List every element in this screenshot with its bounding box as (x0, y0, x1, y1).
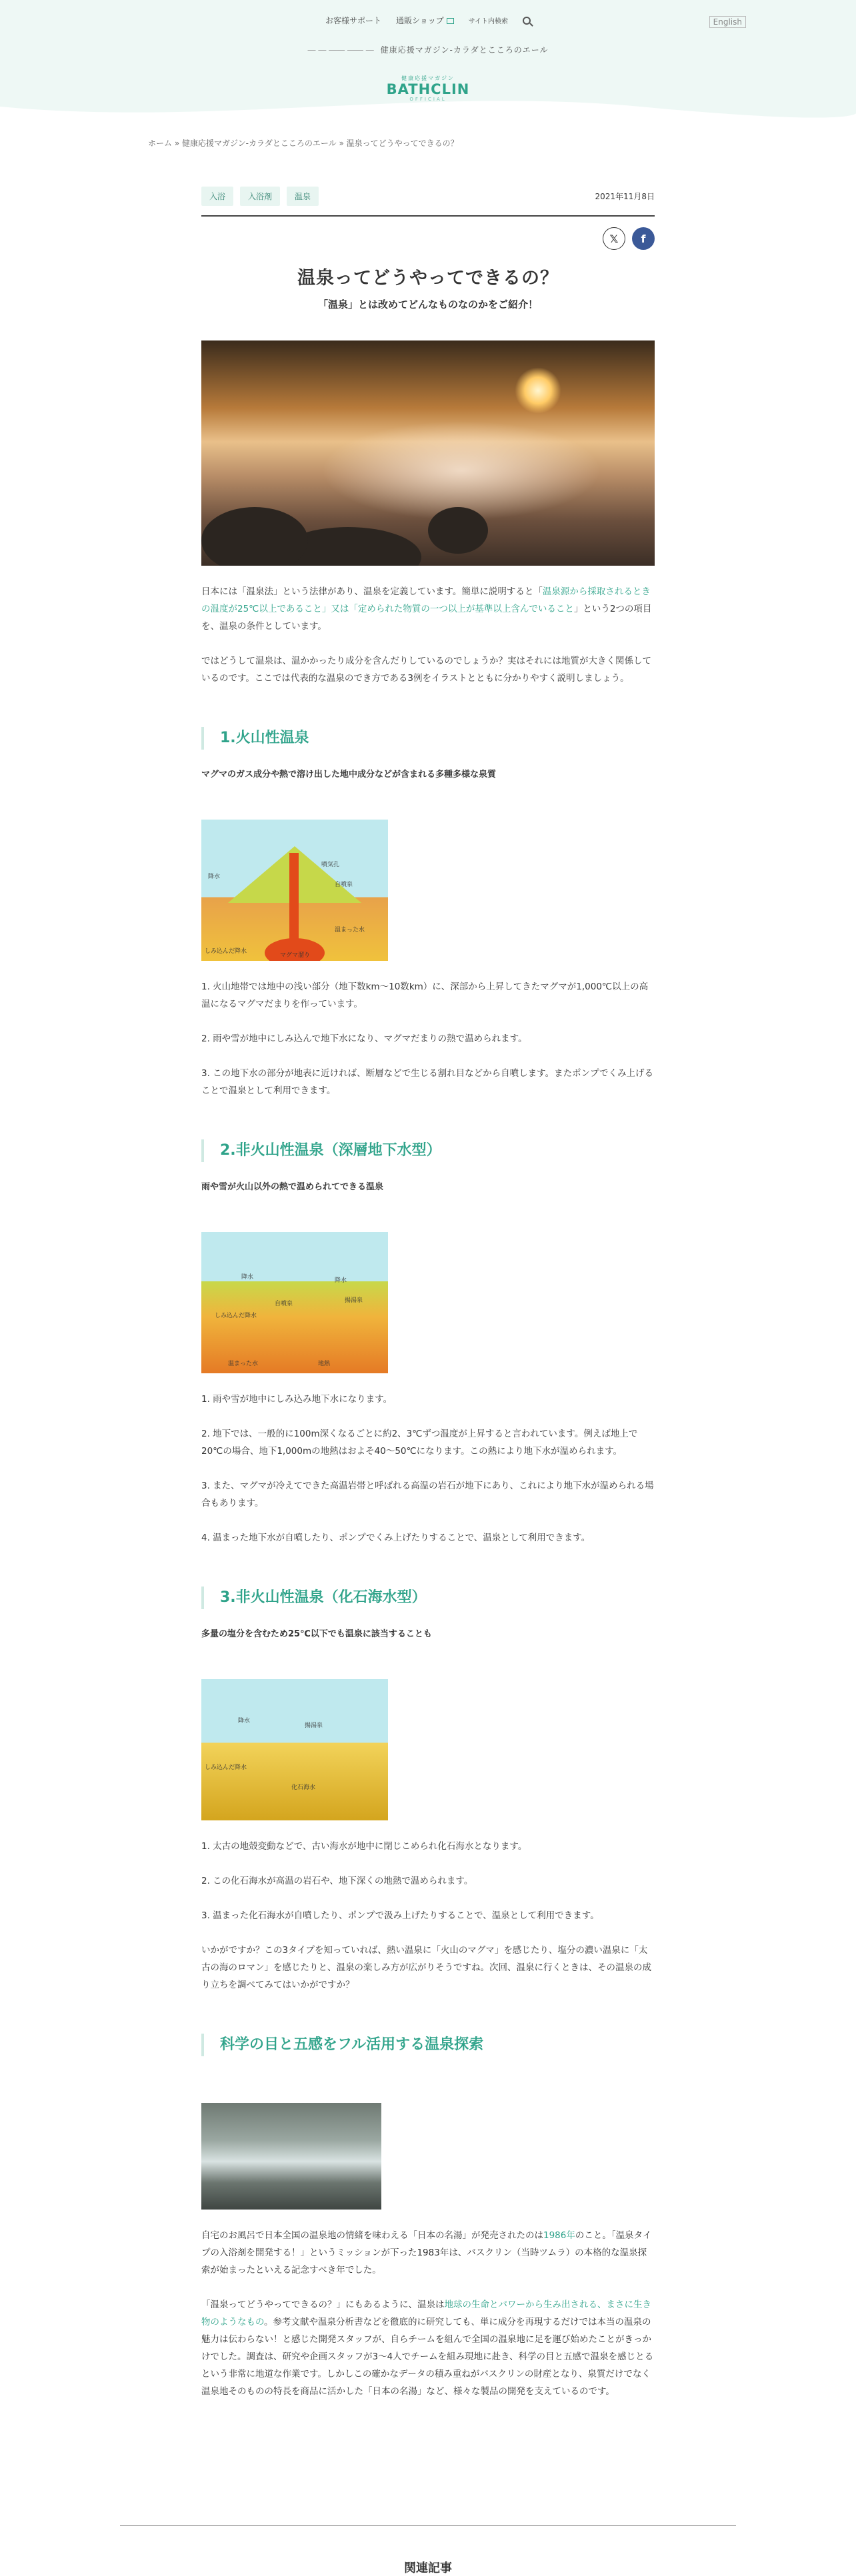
site-logo[interactable] (0, 75, 856, 102)
site-tagline (0, 44, 856, 55)
s3-paragraph-3: 3. 温まった化石海水が自噴したり、ポンプで汲み上げたりすることで、温泉として利用できます。 (201, 1910, 599, 1921)
s1-paragraph-3: 3. この地下水の部分が地表に近ければ、断層などで生じる割れ目などから自噴します。またポンプでくみ上げることで温泉として利用できます。 (201, 1068, 653, 1096)
s4-p1-text-a: 自宅のお風呂で日本全国の温泉地の情緒を味わえる「日本の名湯」が発売されたのは (201, 2230, 543, 2241)
d1-rain: 降水 (208, 874, 221, 880)
hot-spring-photo (201, 2103, 381, 2210)
d2-rain-1: 降水 (241, 1274, 254, 1281)
x-share-icon[interactable]: 𝕏 (603, 227, 625, 250)
divider (201, 215, 655, 217)
s1-paragraph-1: 1. 火山地帯では地中の浅い部分（地下数km〜10数km）に、深部から上昇してきたマグマが1,000℃以上の高温になるマグマだまりを作っています。 (201, 981, 649, 1009)
d3-seep: しみ込んだ降水 (205, 1764, 247, 1771)
site-header (0, 0, 856, 127)
s4-paragraph-2 (201, 2296, 655, 2400)
tag-nyuyoku[interactable]: 入浴 (201, 187, 233, 206)
hero-photo (201, 340, 655, 566)
facebook-share-icon[interactable]: f (632, 227, 655, 250)
s2-paragraph-1: 1. 雨や雪が地中にしみ込み地下水になります。 (201, 1394, 393, 1405)
steam-shape (321, 420, 601, 520)
s4-p2-highlight: 地球の生命とパワーから生み出される、まさに生き物のようなもの (201, 2299, 651, 2327)
rock-shape (201, 507, 308, 566)
d2-hot: 地熱 (318, 1361, 331, 1367)
tag-onsen[interactable]: 温泉 (287, 187, 319, 206)
section-subheading-3: 多量の塩分を含むため25℃以下でも温泉に該当することも (201, 1629, 432, 1639)
english-link[interactable]: English (709, 16, 746, 28)
related-articles-heading: 関連記事 (404, 2561, 452, 2575)
search-icon[interactable] (523, 17, 531, 25)
s2-paragraph-2: 2. 地下では、一般的に100m深くなるごとに約2、3℃ずつ温度が上昇すると言われています。例えば地上で20℃の場合、地下1,000mの地熱はおよそ40〜50℃になります。この熱により地下水が温められます。 (201, 1429, 638, 1457)
tagline-text: 健康応援マガジン-カラダとこころのエール (380, 45, 549, 55)
section-subheading-1: マグマのガス成分や熱で溶け出した地中成分などが含まれる多種多様な泉質 (201, 770, 497, 780)
tag-list (201, 187, 655, 206)
d3-pump: 揚湯泉 (305, 1722, 323, 1729)
external-link-icon (447, 18, 454, 24)
breadcrumb[interactable]: ホーム » 健康応援マガジン-カラダとこころのエール » 温泉ってどうやってできるの？ (148, 139, 459, 148)
s3-paragraph-4: いかがですか？この3タイプを知っていれば、熱い温泉に「火山のマグマ」を感じたり、塩分の濃い温泉に「太古の海のロマン」を感じたりと、温泉の楽しみ方が広がりそうですね。次回、温泉に行くときは、その温泉の成り立ちを調べてみてはいかがですか？ (201, 1945, 651, 1990)
s4-p2-text-a: 「温泉ってどうやってできるの？」にもあるように、温泉は (201, 2299, 445, 2310)
s1-paragraph-2: 2. 雨や雪が地中にしみ込んで地下水になり、マグマだまりの熱で温められます。 (201, 1033, 527, 1044)
s4-paragraph-1 (201, 2227, 655, 2279)
section-heading-3: 3.非火山性温泉（化石海水型） (201, 1587, 655, 1609)
s4-p1-text-b: のこと。「温泉タイプの入浴剤を開発する！」というミッションが下った1983年は、バスクリン（当時ツムラ）の本格的な温泉探索が始まったといえる記念すべき年でした。 (201, 2230, 652, 2275)
d2-warm: 温まった水 (228, 1361, 259, 1367)
s4-p1-highlight: 1986年 (543, 2230, 575, 2241)
section-heading-1: 1.火山性温泉 (201, 727, 655, 750)
d1-magma: マグマ溜り (280, 952, 311, 959)
d2-hotspring: 自噴泉 (275, 1301, 293, 1307)
s4-p2-text-b: 。参考文献や温泉分析書などを徹底的に研究しても、単に成分を再現するだけでは本当の温泉の魅力は伝わらない！と感じた開発スタッフが、自らチームを組んで全国の温泉地に足を運び始めたことがきっかけでした。調査は、研究や企画スタッフが3〜4人でチームを組み現地に赴き、科学の目と五感で温泉を感じとるという非常に地道な作業です。しかしこの確かなデータの積み重ねがバスクリンの財産となり、泉質だけでなく温泉地そのものの特長を商品に活かした「日本の名湯」など、様々な製品の開発を支えているのです。 (201, 2317, 654, 2397)
d1-hotspring: 自噴泉 (335, 882, 353, 888)
tagline-dots: ― ― ―― ―― ― (307, 45, 374, 55)
s2-paragraph-4: 4. 温まった地下水が自噴したり、ポンプでくみ上げたりすることで、温泉として利用できます。 (201, 1533, 591, 1543)
d2-rain-2: 降水 (335, 1277, 347, 1284)
nav-sitesearch-link[interactable]: サイト内検索 (468, 18, 509, 25)
intro-text-a: 日本には「温泉法」という法律があり、温泉を定義しています。簡単に説明すると「 (201, 586, 543, 597)
nav-shop-link[interactable] (396, 15, 454, 26)
d2-pump: 揚湯泉 (345, 1297, 363, 1304)
volcano-shape (201, 820, 388, 961)
fossil-seawater-diagram (201, 1679, 388, 1820)
article-lead: 「温泉」とは改めてどんなものなのかをご紹介！ (317, 299, 538, 311)
sun-shape (515, 367, 561, 414)
d1-fumarole: 噴気孔 (321, 862, 340, 868)
page-title: 温泉ってどうやってできるの？ (297, 268, 559, 289)
d1-warm: 温まった水 (335, 927, 365, 934)
tag-nyuyokuzai[interactable]: 入浴剤 (240, 187, 280, 206)
s3-paragraph-2: 2. この化石海水が高温の岩石や、地下深くの地熱で温められます。 (201, 1876, 473, 1886)
s3-paragraph-1: 1. 太古の地殻変動などで、古い海水が地中に閉じこめられ化石海水となります。 (201, 1841, 527, 1852)
section-subheading-2: 雨や雪が火山以外の熱で温められてできる温泉 (201, 1182, 384, 1192)
article (201, 187, 655, 2400)
logo-sub-text: OFFICIAL (409, 97, 447, 102)
logo-big-text: BATHCLIN (386, 81, 470, 97)
intro-paragraph-1 (201, 583, 655, 635)
intro-paragraph-2: ではどうして温泉は、温かかったり成分を含んだりしているのでしょうか？実はそれには地質が大きく関係しているのです。ここでは代表的な温泉のでき方である3例をイラストとともに分かりやすく説明しましょう。 (201, 656, 651, 684)
s2-paragraph-3: 3. また、マグマが冷えてできた高温岩帯と呼ばれる高温の岩石が地下にあり、これにより地下水が温められる場合もあります。 (201, 1481, 654, 1509)
footer-divider (120, 2525, 736, 2526)
d2-seep: しみ込んだ降水 (215, 1313, 257, 1319)
logo-small-text: 健康応援マガジン (401, 75, 455, 81)
deep-groundwater-diagram (201, 1232, 388, 1373)
intro-highlight: 温泉源から採取されるときの温度が25℃以上であること」又は「定められた物質の一つ以上が基準以上含んでいること (201, 586, 651, 614)
article-date: 2021年11月8日 (595, 192, 655, 201)
nav-support-link[interactable]: お客様サポート (325, 16, 381, 25)
d3-fossil: 化石海水 (291, 1784, 316, 1791)
section-heading-2: 2.非火山性温泉（深層地下水型） (201, 1139, 655, 1162)
section-heading-4: 科学の目と五感をフル活用する温泉探索 (201, 2034, 655, 2056)
share-buttons (201, 227, 655, 250)
volcanic-spring-diagram (201, 820, 388, 961)
nav-shop-label: 通販ショップ (395, 16, 444, 25)
rock-shape (428, 507, 488, 554)
d1-seep: しみ込んだ降水 (205, 948, 247, 955)
d3-rain: 降水 (238, 1718, 251, 1724)
intro-text-b: 」という2つの項目を、温泉の条件としています。 (201, 604, 652, 632)
